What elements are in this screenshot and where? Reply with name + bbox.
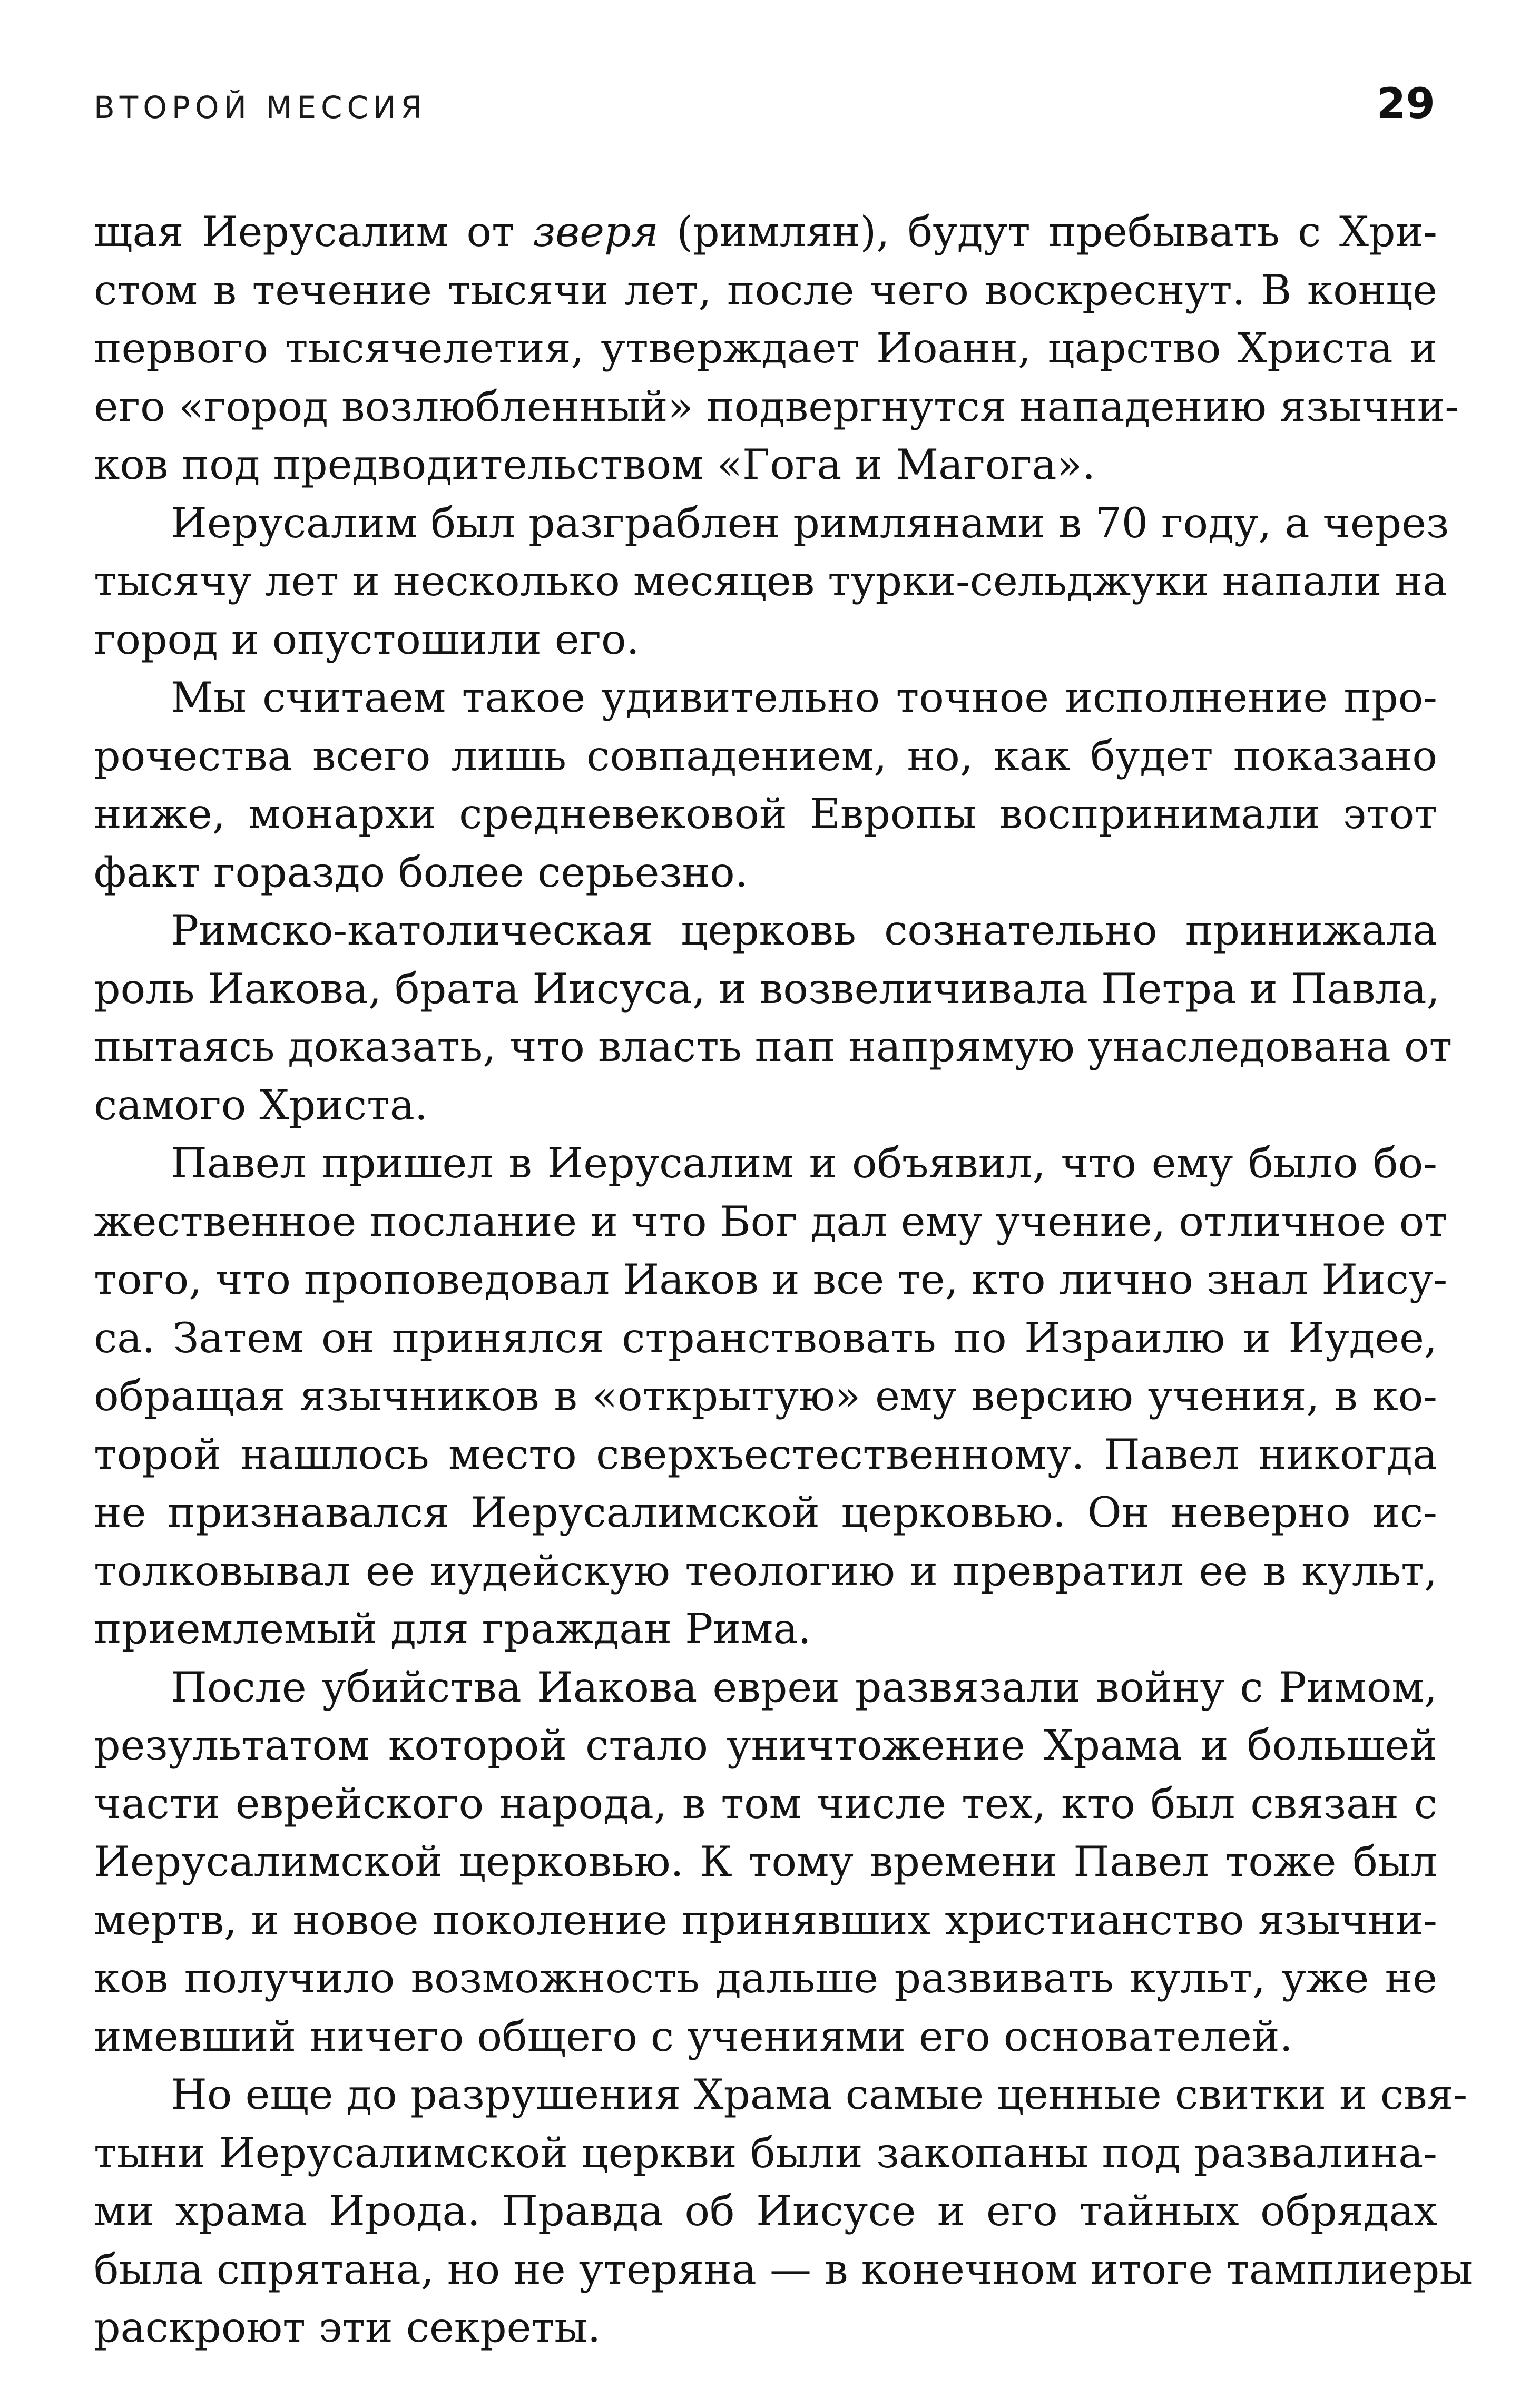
text-run: ми храма Ирода. Правда об Иисусе и его тайных обрядах (94, 2187, 1437, 2235)
paragraph (94, 669, 1437, 901)
text-line (94, 1949, 1437, 2008)
text-line (94, 1716, 1437, 1775)
text-line (94, 1018, 1453, 1076)
text-run: не признавался Иерусалимской церковью. Он неверно ис- (94, 1488, 1437, 1537)
text-run: Иерусалимской церковью. К тому времени Павел тоже был (94, 1837, 1437, 1886)
text-run: раскроют эти секреты. (94, 2303, 601, 2352)
page-number: 29 (1376, 79, 1435, 128)
paragraph (94, 203, 1459, 494)
text-run: стом в течение тысячи лет, после чего воскреснут. В конце (94, 266, 1437, 314)
text-line (94, 2008, 1437, 2066)
text-line (94, 960, 1440, 1018)
italic-word: зверя (533, 208, 659, 256)
text-run: жественное послание и что Бог дал ему учение, отличное от (94, 1197, 1448, 1246)
text-line (94, 1600, 1437, 1658)
text-line (94, 2124, 1437, 2183)
text-line (94, 1658, 1437, 1717)
text-line (94, 1251, 1448, 1309)
paragraph (94, 1658, 1437, 2066)
text-line (94, 901, 1437, 960)
text-line (94, 1309, 1437, 1368)
text-run: Мы считаем такое удивительно точное исполнение про- (171, 673, 1437, 722)
text-run: мертв, и новое поколение принявших христианство язычни- (94, 1895, 1437, 1944)
text-line (94, 552, 1448, 611)
text-line (94, 436, 1437, 494)
text-line (94, 1134, 1437, 1193)
text-run: части еврейского народа, в том числе тех, кто был связан с (94, 1779, 1437, 1828)
text-run: того, что проповедовал Иаков и все те, кто лично знал Иису- (94, 1255, 1448, 1304)
text-run: его «город возлюбленный» подвергнутся нападению язычни- (94, 382, 1459, 431)
text-run: приемлемый для граждан Рима. (94, 1605, 811, 1653)
text-run: щая Иерусалим от (94, 208, 533, 256)
text-line (94, 2182, 1437, 2240)
text-line (94, 669, 1437, 727)
text-line (94, 1775, 1437, 1833)
text-run: (римлян), будут пребывать с Хри- (658, 208, 1437, 256)
text-line (94, 261, 1437, 320)
text-run: Но еще до разрушения Храма самые ценные свитки и свя- (171, 2070, 1468, 2119)
text-line (94, 378, 1459, 436)
text-run: пытаясь доказать, что власть пап напрямую унаследована от (94, 1023, 1453, 1071)
text-run: тыни Иерусалимской церкви были закопаны под развалина- (94, 2128, 1437, 2177)
text-line (94, 785, 1437, 843)
text-line (94, 2240, 1473, 2299)
text-run: Павел пришел в Иерусалим и объявил, что ему было бо- (171, 1139, 1437, 1187)
text-line (94, 1367, 1437, 1426)
text-line (94, 1542, 1437, 1600)
text-run: обращая язычников в «открытую» ему версию учения, в ко- (94, 1372, 1437, 1420)
text-run: ков под предводительством «Гога и Магога». (94, 440, 1096, 489)
text-line (94, 203, 1437, 261)
text-run: ков получило возможность дальше развивать культ, уже не (94, 1954, 1437, 2002)
text-run: результатом которой стало уничтожение Храма и большей (94, 1721, 1437, 1770)
text-line (94, 2066, 1468, 2124)
paragraph (94, 494, 1449, 669)
text-line (94, 843, 1437, 902)
text-line (94, 1483, 1437, 1542)
text-run: После убийства Иакова евреи развязали войну с Римом, (171, 1663, 1437, 1712)
text-line (94, 1193, 1448, 1251)
text-run: рочества всего лишь совпадением, но, как будет показано (94, 731, 1437, 780)
text-run: факт гораздо более серьезно. (94, 848, 748, 897)
text-line (94, 494, 1449, 553)
text-run: первого тысячелетия, утверждает Иоанн, царство Христа и (94, 324, 1437, 372)
text-line (94, 319, 1437, 378)
text-run: роль Иакова, брата Иисуса, и возвеличивала Петра и Павла, (94, 964, 1440, 1013)
text-run: толковывал ее иудейскую теологию и превратил ее в культ, (94, 1546, 1437, 1595)
text-line (94, 1833, 1437, 1891)
text-run: ниже, монархи средневековой Европы воспринимали этот (94, 790, 1437, 838)
text-line (94, 2298, 1437, 2357)
running-title: ВТОРОЙ МЕССИЯ (94, 90, 427, 125)
text-line (94, 727, 1437, 785)
text-line (94, 1076, 1437, 1135)
paragraph (94, 901, 1453, 1134)
text-run: самого Христа. (94, 1080, 428, 1129)
body-text (94, 203, 1473, 2357)
paragraph (94, 2066, 1473, 2357)
text-run: город и опустошили его. (94, 615, 640, 664)
text-run: Римско-католическая церковь сознательно принижала (171, 906, 1437, 955)
paragraph (94, 1134, 1448, 1658)
text-run: была спрятана, но не утеряна — в конечном итоге тамплиеры (94, 2245, 1473, 2294)
text-run: имевший ничего общего с учениями его основателей. (94, 2012, 1293, 2061)
text-line (94, 1426, 1437, 1484)
text-line (94, 1891, 1437, 1950)
text-run: Иерусалим был разграблен римлянами в 70 году, а через (171, 498, 1449, 547)
text-run: са. Затем он принялся странствовать по Израилю и Иудее, (94, 1313, 1437, 1362)
text-run: тысячу лет и несколько месяцев турки-сельджуки напали на (94, 557, 1448, 605)
text-line (94, 611, 1437, 669)
text-run: торой нашлось место сверхъестественному. Павел никогда (94, 1430, 1437, 1479)
